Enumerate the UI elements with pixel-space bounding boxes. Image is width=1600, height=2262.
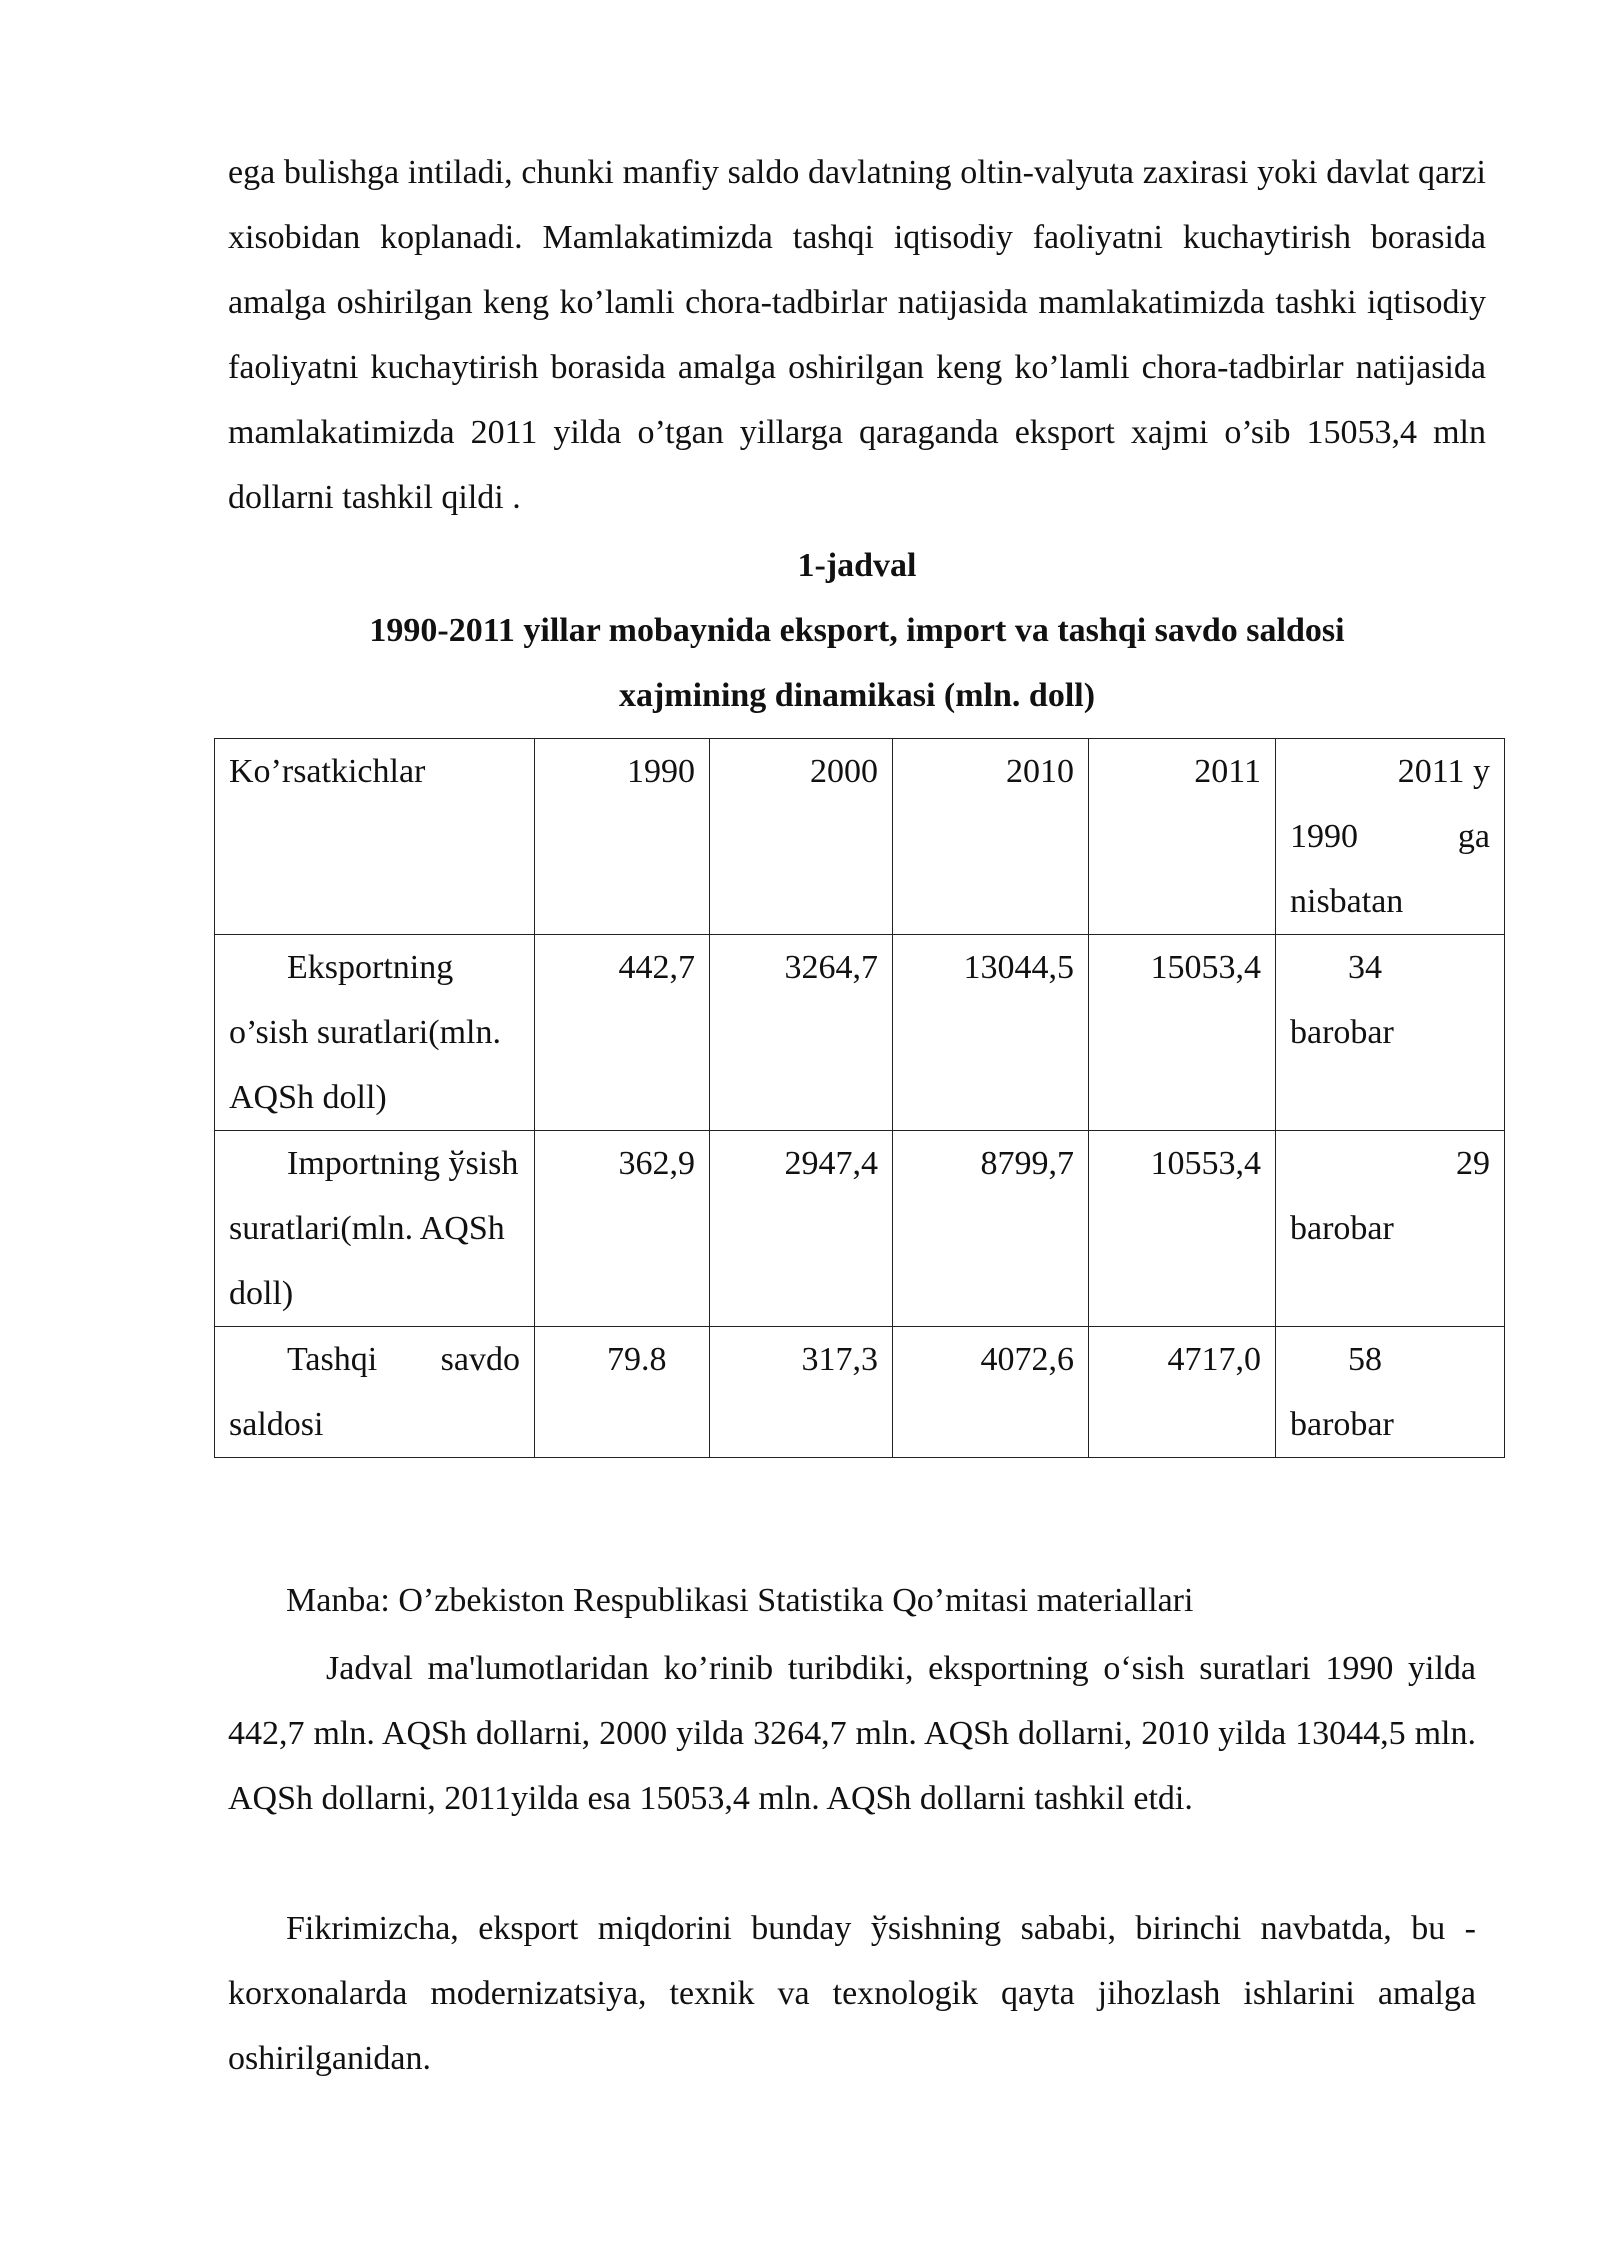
header-2000: 2000 [710, 739, 893, 935]
header-ratio [1276, 739, 1505, 935]
row-label-export: Eksportning o’sish suratlari(mln. AQSh doll) [215, 935, 535, 1131]
header-ratio-line2: 1990 ga [1290, 818, 1490, 855]
table-title-line1: 1990-2011 yillar mobaynida eksport, import va tashqi savdo saldosi [369, 612, 1345, 649]
header-ratio-line3: nisbatan [1290, 883, 1404, 920]
cell-import-1990: 362,9 [535, 1131, 710, 1327]
table-header-row [215, 739, 1505, 935]
header-ratio-line1: 2011 y [1397, 753, 1490, 790]
cell-export-2011: 15053,4 [1089, 935, 1276, 1131]
header-2011: 2011 [1089, 739, 1276, 935]
header-indicators: Ko’rsatkichlar [215, 739, 535, 935]
row-label-import: Importning ўsish suratlari(mln. AQSh doll) [215, 1131, 535, 1327]
intro-paragraph: ega bulishga intiladi, chunki manfiy saldo davlatning oltin-valyuta zaxirasi yoki davlat qarzi xisobidan koplanadi. Mamlakatimizda tashqi iqtisodiy faoliyatni kuchaytirish borasida amalga oshirilgan keng ko’lamli chora-tadbirlar natijasida mamlakatimizda tashki iqtisodiy faoliyatni kuchaytirish borasida amalga oshirilgan keng ko’lamli chora-tadbirlar natijasida mamlakatimizda 2011 yilda o’tgan yillarga qaraganda eksport xajmi o’sib 15053,4 mln dollarni tashkil qildi . [228, 154, 1486, 516]
cell-import-ratio: 29 barobar [1276, 1131, 1505, 1327]
statistics-table [214, 738, 1505, 1458]
cell-export-ratio: 34 barobar [1276, 935, 1505, 1131]
table-number: 1-jadval [797, 547, 917, 584]
header-1990: 1990 [535, 739, 710, 935]
table-title-line2: xajmining dinamikasi (mln. doll) [618, 677, 1096, 714]
table-row [215, 1131, 1505, 1327]
cell-import-2011: 10553,4 [1089, 1131, 1276, 1327]
cell-import-2010: 8799,7 [893, 1131, 1089, 1327]
cell-balance-2011: 4717,0 [1089, 1327, 1276, 1458]
header-2010: 2010 [893, 739, 1089, 935]
table-row [215, 1327, 1505, 1458]
cell-balance-1990: 79.8 [535, 1327, 710, 1458]
cell-balance-2010: 4072,6 [893, 1327, 1089, 1458]
cell-export-2010: 13044,5 [893, 935, 1089, 1131]
cell-export-1990: 442,7 [535, 935, 710, 1131]
table-source-note: Manba: O’zbekiston Respublikasi Statistika Qo’mitasi materiallari [286, 1582, 1194, 1619]
cell-export-2000: 3264,7 [710, 935, 893, 1131]
cell-import-2000: 2947,4 [710, 1131, 893, 1327]
analysis-paragraph: Jadval ma'lumotlaridan ko’rinib turibdiki, eksportning o‘sish suratlari 1990 yilda 442,7 mln. AQSh dollarni, 2000 yilda 3264,7 mln. AQSh dollarni, 2010 yilda 13044,5 mln. AQSh dollarni, 2011yilda esa 15053,4 mln. AQSh dollarni tashkil etdi. [228, 1650, 1476, 1817]
cell-balance-2000: 317,3 [710, 1327, 893, 1458]
table-row [215, 935, 1505, 1131]
opinion-paragraph: Fikrimizcha, eksport miqdorini bunday ўsishning sababi, birinchi navbatda, bu - korxonalarda modernizatsiya, texnik va texnologik qayta jihozlash ishlarini amalga oshirilganidan. [228, 1910, 1476, 2077]
cell-balance-ratio: 58 barobar [1276, 1327, 1505, 1458]
row-label-trade-balance: Tashqi savdo saldosi [215, 1327, 535, 1458]
